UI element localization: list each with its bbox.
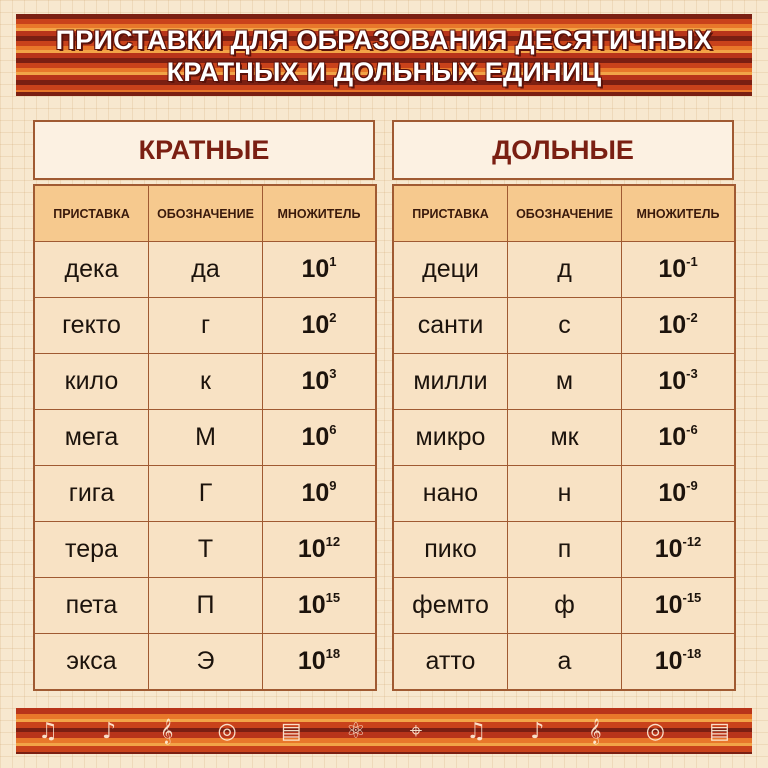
saxophone-icon: ♪ (530, 718, 545, 744)
table-row (393, 466, 735, 522)
column-header-symbol: ОБОЗНАЧЕНИЕ (508, 185, 622, 242)
symbol-cell: Г (149, 466, 263, 522)
prefix-cell: гига (34, 466, 149, 522)
factor-base: 10 (658, 311, 687, 339)
page-title (16, 24, 752, 88)
symbol-cell: п (508, 522, 622, 578)
table-row (393, 354, 735, 410)
factor-exponent: -2 (686, 309, 698, 325)
factor-base: 10 (301, 367, 330, 395)
factor-base: 10 (658, 479, 687, 507)
table-header-row (393, 185, 735, 242)
prefix-cell: атто (393, 634, 508, 691)
factor-cell (263, 354, 377, 410)
factor-cell (622, 354, 736, 410)
prefix-cell: экса (34, 634, 149, 691)
globe-icon: ◎ (645, 718, 665, 744)
factor-base: 10 (658, 255, 687, 283)
prefix-cell: гекто (34, 298, 149, 354)
compass-icon: ⌖ (409, 718, 423, 744)
factor-cell (263, 578, 377, 634)
factor-cell (622, 634, 736, 691)
prefix-cell: санти (393, 298, 508, 354)
submultiples-section-title: ДОЛЬНЫЕ (392, 120, 734, 180)
factor-cell (263, 298, 377, 354)
page-title-line-2: КРАТНЫХ И ДОЛЬНЫХ ЕДИНИЦ (166, 57, 602, 87)
table-row (393, 578, 735, 634)
table-row (393, 634, 735, 691)
factor-exponent: -12 (682, 533, 702, 549)
multiples-table (33, 184, 377, 691)
factor-base: 10 (654, 535, 683, 563)
book-icon: ▤ (280, 718, 302, 744)
factor-base: 10 (301, 479, 330, 507)
saxophone-icon: ♪ (102, 718, 117, 744)
prefix-cell: кило (34, 354, 149, 410)
column-header-factor: МНОЖИТЕЛЬ (622, 185, 736, 242)
prefix-cell: микро (393, 410, 508, 466)
column-header-symbol: ОБОЗНАЧЕНИЕ (149, 185, 263, 242)
table-row (34, 410, 376, 466)
factor-exponent: -6 (686, 421, 698, 437)
factor-cell (622, 298, 736, 354)
column-header-factor: МНОЖИТЕЛЬ (263, 185, 377, 242)
prefix-cell: милли (393, 354, 508, 410)
page-title-line-1: ПРИСТАВКИ ДЛЯ ОБРАЗОВАНИЯ ДЕСЯТИЧНЫХ (55, 25, 713, 55)
book-icon: ▤ (709, 718, 730, 744)
table-row (393, 522, 735, 578)
symbol-cell: н (508, 466, 622, 522)
factor-exponent: 2 (329, 309, 337, 325)
multiples-section-title: КРАТНЫЕ (33, 120, 375, 180)
factor-cell (263, 410, 377, 466)
prefix-cell: пета (34, 578, 149, 634)
column-header-prefix: ПРИСТАВКА (393, 185, 508, 242)
factor-base: 10 (658, 423, 687, 451)
symbol-cell: мк (508, 410, 622, 466)
table-row (34, 354, 376, 410)
symbol-cell: м (508, 354, 622, 410)
factor-cell (622, 578, 736, 634)
table-row (34, 522, 376, 578)
factor-base: 10 (297, 647, 326, 675)
factor-base: 10 (297, 591, 326, 619)
table-row (393, 298, 735, 354)
symbol-cell: г (149, 298, 263, 354)
factor-base: 10 (301, 423, 330, 451)
factor-base: 10 (301, 311, 330, 339)
factor-exponent: 12 (325, 533, 341, 549)
factor-exponent: 3 (329, 365, 337, 381)
factor-exponent: -3 (686, 365, 698, 381)
music-note-icon: ♫ (38, 718, 58, 744)
table-row (393, 410, 735, 466)
factor-base: 10 (658, 367, 687, 395)
table-row (34, 634, 376, 691)
prefix-cell: пико (393, 522, 508, 578)
footer-banner (16, 708, 752, 754)
symbol-cell: к (149, 354, 263, 410)
factor-exponent: 15 (325, 589, 341, 605)
symbol-cell: М (149, 410, 263, 466)
factor-exponent: -9 (686, 477, 698, 493)
factor-exponent: 1 (329, 253, 337, 269)
factor-cell (263, 634, 377, 691)
symbol-cell: ф (508, 578, 622, 634)
factor-exponent: 9 (329, 477, 337, 493)
factor-exponent: 18 (325, 645, 341, 661)
footer-decoration (16, 708, 752, 754)
symbol-cell: П (149, 578, 263, 634)
factor-cell (622, 522, 736, 578)
factor-base: 10 (654, 591, 683, 619)
table-row (34, 298, 376, 354)
prefix-cell: фемто (393, 578, 508, 634)
table-header-row (34, 185, 376, 242)
prefix-cell: деци (393, 242, 508, 298)
factor-base: 10 (654, 647, 683, 675)
factor-base: 10 (297, 535, 326, 563)
symbol-cell: да (149, 242, 263, 298)
table-row (34, 578, 376, 634)
factor-cell (622, 410, 736, 466)
factor-cell (622, 466, 736, 522)
atom-icon: ⚛ (345, 718, 366, 744)
submultiples-table (392, 184, 736, 691)
treble-clef-icon: 𝄞 (588, 718, 602, 744)
table-row (393, 242, 735, 298)
factor-cell (622, 242, 736, 298)
symbol-cell: д (508, 242, 622, 298)
table-row (34, 242, 376, 298)
factor-exponent: -1 (686, 253, 698, 269)
table-row (34, 466, 376, 522)
column-header-prefix: ПРИСТАВКА (34, 185, 149, 242)
symbol-cell: Э (149, 634, 263, 691)
factor-cell (263, 242, 377, 298)
factor-exponent: -15 (682, 589, 702, 605)
factor-exponent: 6 (329, 421, 337, 437)
music-note-icon: ♫ (466, 718, 487, 744)
symbol-cell: Т (149, 522, 263, 578)
prefix-cell: тера (34, 522, 149, 578)
symbol-cell: с (508, 298, 622, 354)
symbol-cell: а (508, 634, 622, 691)
treble-clef-icon: 𝄞 (160, 718, 174, 744)
factor-cell (263, 466, 377, 522)
globe-icon: ◎ (217, 718, 237, 744)
header-banner (16, 14, 752, 96)
factor-cell (263, 522, 377, 578)
factor-exponent: -18 (682, 645, 702, 661)
factor-base: 10 (301, 255, 330, 283)
prefix-cell: дека (34, 242, 149, 298)
prefix-cell: мега (34, 410, 149, 466)
prefix-cell: нано (393, 466, 508, 522)
